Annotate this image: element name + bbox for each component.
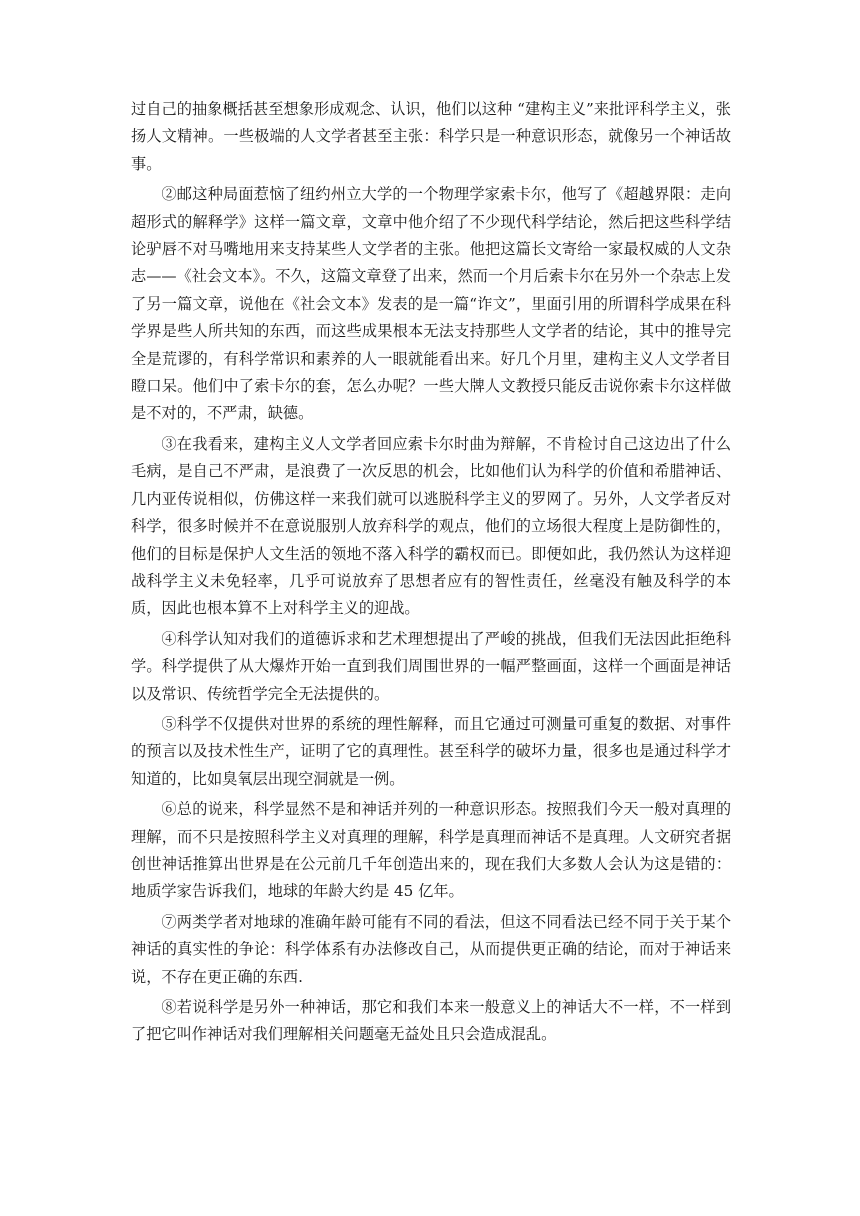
paragraph-7: ⑦两类学者对地球的准确年龄可能有不同的看法，但这不同看法已经不同于关于某个神话的真实性的争论：科学体系有办法修改自己，从而提供更正确的结论，而对于神话来说，不存在更正确的东西. bbox=[131, 912, 731, 986]
paragraph-8: ⑧若说科学是另外一种神话，那它和我们本来一般意义上的神话大不一样，不一样到了把它叫作神话对我们理解相关问题毫无益处且只会造成混乱。 bbox=[131, 998, 731, 1044]
paragraph-4: ④科学认知对我们的道德诉求和艺术理想提出了严峻的挑战，但我们无法因此拒绝科学。科学提供了从大爆炸开始一直到我们周围世界的一幅严整画面，这样一个画面是神话以及常识、传统哲学完全无法提供的。 bbox=[131, 629, 731, 703]
paragraph-6: ⑥总的说来，科学显然不是和神话并列的一种意识形态。按照我们今天一般对真理的理解，而不只是按照科学主义对真理的理解，科学是真理而神话不是真理。人文研究者据创世神话推算出世界是在公元前几千年创造出来的，现在我们大多数人会认为这是错的：地质学家告诉我们，地球的年龄大约是 45 亿年。 bbox=[131, 800, 731, 901]
paragraph-3: ③在我看来，建构主义人文学者回应索卡尔时曲为辩解，不肯检讨自己这边出了什么毛病，是自己不严肃，是浪费了一次反思的机会，比如他们认为科学的价值和希腊神话、几内亚传说相似，仿佛这样一来我们就可以逃脱科学主义的罗网了。另外，人文学者反对科学，很多时候并不在意说服别人放弃科学的观点，他们的立场很大程度上是防御性的，他们的目标是保护人文生活的领地不落入科学的霸权而已。即便如此，我仍然认为这样迎战科学主义未免轻率，几乎可说放弃了思想者应有的智性责任，丝毫没有触及科学的本质，因此也根本算不上对科学主义的迎战。 bbox=[131, 434, 731, 618]
paragraph-5: ⑤科学不仅提供对世界的系统的理性解释，而且它通过可测量可重复的数据、对事件的预言以及技术性生产，证明了它的真理性。甚至科学的破坏力量，很多也是通过科学才知道的，比如臭氧层出现空洞就是一例。 bbox=[131, 714, 731, 788]
paragraph-2: ②邮这种局面惹恼了纽约州立大学的一个物理学家索卡尔，他写了《超越界限：走向超形式的解释学》这样一篇文章，文章中他介绍了不少现代科学结论，然后把这些科学结论驴唇不对马嘴地用来支持某些人文学者的主张。他把这篇长文寄给一家最权威的人文杂志——《社会文本》。不久，这篇文章登了出来，然而一个月后索卡尔在另外一个杂志上发了另一篇文章，说他在《社会文本》发表的是一篇“诈文”，里面引用的所谓科学成果在科学界是些人所共知的东西，而这些成果根本无法支持那些人文学者的结论，其中的推导完全是荒谬的，有科学常识和素养的人一眼就能看出来。好几个月里，建构主义人文学者目瞪口呆。他们中了索卡尔的套，怎么办呢？一些大牌人文教授只能反击说你索卡尔这样做是不对的，不严肃，缺德。 bbox=[131, 185, 731, 423]
article-body bbox=[131, 96, 731, 1049]
paragraph-continued: 过自己的抽象概括甚至想象形成观念、认识，他们以这种 “建构主义”来批评科学主义，张扬人文精神。一些极端的人文学者甚至主张：科学只是一种意识形态，就像另一个神话故事。 bbox=[131, 100, 731, 173]
